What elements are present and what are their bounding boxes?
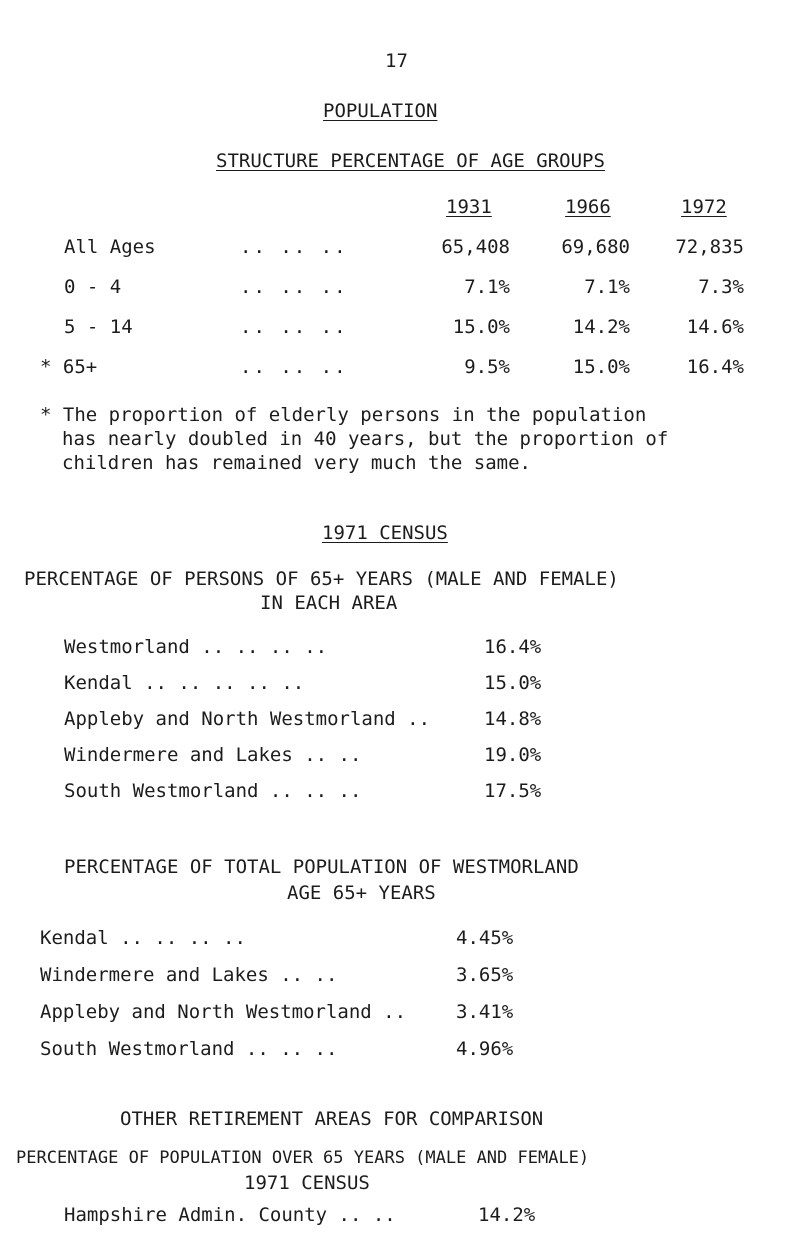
area-value: 3.41% <box>456 1001 514 1023</box>
area-label: Windermere and Lakes .. .. <box>64 744 362 766</box>
section4-title: OTHER RETIREMENT AREAS FOR COMPARISON <box>120 1108 544 1130</box>
cell-1931: 65,408 <box>441 236 510 258</box>
leader-dots: .. .. .. <box>240 356 348 378</box>
leader-dots: .. .. .. <box>240 236 348 258</box>
page-number: 17 <box>385 50 408 72</box>
area-value: 15.0% <box>484 672 542 694</box>
page-heading: POPULATION <box>323 100 438 122</box>
footnote-line: * The proportion of elderly persons in the population <box>40 404 647 426</box>
section4-subtitle: PERCENTAGE OF POPULATION OVER 65 YEARS (MALE AND FEMALE) <box>16 1148 590 1168</box>
area-label: Appleby and North Westmorland .. <box>40 1001 407 1023</box>
area-label: Hampshire Admin. County .. .. <box>64 1204 396 1226</box>
cell-1972: 14.6% <box>686 316 744 338</box>
row-label: 0 - 4 <box>64 276 122 298</box>
section3-subtitle: AGE 65+ YEARS <box>287 882 436 904</box>
cell-1966: 69,680 <box>561 236 630 258</box>
section3-title: PERCENTAGE OF TOTAL POPULATION OF WESTMORLAND <box>64 856 579 878</box>
cell-1966: 7.1% <box>584 276 630 298</box>
section2-title: 1971 CENSUS <box>322 522 448 544</box>
cell-1972: 7.3% <box>698 276 744 298</box>
area-label: Kendal .. .. .. .. <box>40 927 246 949</box>
year-header: 1931 <box>446 196 492 218</box>
section4-subtitle: 1971 CENSUS <box>244 1172 370 1194</box>
year-header: 1966 <box>565 196 611 218</box>
list-item <box>0 1204 800 1230</box>
area-value: 3.65% <box>456 964 514 986</box>
area-value: 16.4% <box>484 636 542 658</box>
area-value: 17.5% <box>484 780 542 802</box>
area-label: Windermere and Lakes .. .. <box>40 964 338 986</box>
cell-1972: 16.4% <box>686 356 744 378</box>
leader-dots: .. .. .. <box>240 316 348 338</box>
area-label: Kendal .. .. .. .. .. <box>64 672 305 694</box>
area-value: 14.8% <box>484 708 542 730</box>
section2-subtitle: PERCENTAGE OF PERSONS OF 65+ YEARS (MALE AND FEMALE) <box>24 568 619 590</box>
cell-1966: 14.2% <box>572 316 630 338</box>
area-label: Westmorland .. .. .. .. <box>64 636 328 658</box>
year-header: 1972 <box>681 196 727 218</box>
row-label: 5 - 14 <box>64 316 133 338</box>
cell-1931: 7.1% <box>464 276 510 298</box>
cell-1931: 15.0% <box>452 316 510 338</box>
area-label: South Westmorland .. .. .. <box>64 780 362 802</box>
row-label: * 65+ <box>40 356 98 378</box>
section2-subtitle: IN EACH AREA <box>260 592 398 614</box>
row-label: All Ages <box>64 236 156 258</box>
cell-1931: 9.5% <box>464 356 510 378</box>
area-value: 4.96% <box>456 1038 514 1060</box>
area-label: Appleby and North Westmorland .. <box>64 708 431 730</box>
footnote-line: children has remained very much the same. <box>62 452 531 474</box>
cell-1972: 72,835 <box>675 236 744 258</box>
cell-1966: 15.0% <box>572 356 630 378</box>
area-label: South Westmorland .. .. .. <box>40 1038 338 1060</box>
area-value: 4.45% <box>456 927 514 949</box>
area-value: 19.0% <box>484 744 542 766</box>
area-value: 14.2% <box>478 1204 536 1226</box>
section1-title: STRUCTURE PERCENTAGE OF AGE GROUPS <box>216 150 605 172</box>
leader-dots: .. .. .. <box>240 276 348 298</box>
footnote-line: has nearly doubled in 40 years, but the proportion of <box>62 428 669 450</box>
